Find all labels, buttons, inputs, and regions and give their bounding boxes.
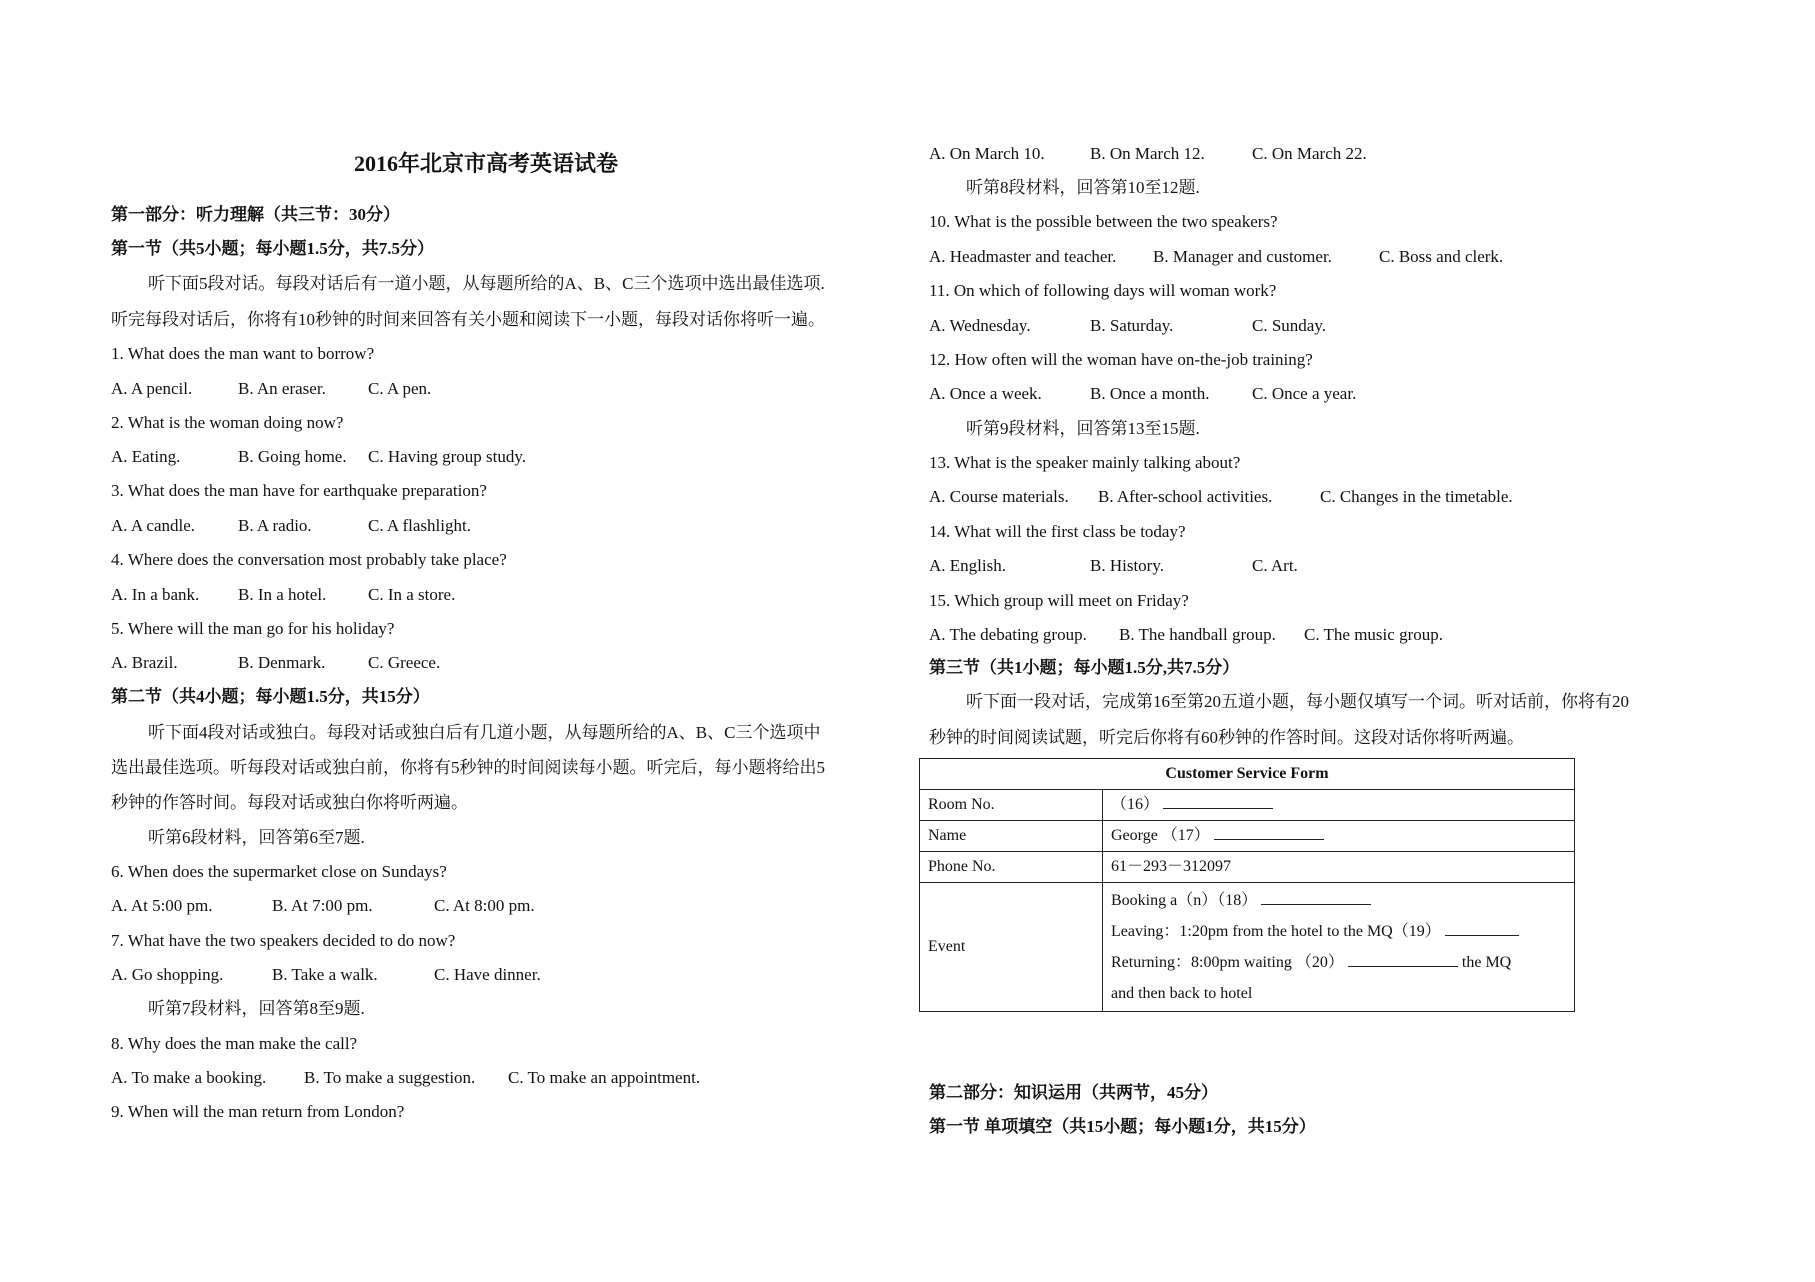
- q10-option-a: A. Headmaster and teacher.: [929, 247, 1117, 266]
- question-2: 2. What is the woman doing now?: [111, 413, 344, 432]
- q8-option-b: B. To make a suggestion.: [304, 1068, 476, 1087]
- form-row-name: [920, 821, 1575, 852]
- phone-value: 61－293－312097: [1103, 852, 1575, 883]
- name-label: Name: [920, 821, 1103, 852]
- question-5: 5. Where will the man go for his holiday?: [111, 619, 395, 638]
- answer-blank-20[interactable]: [1348, 952, 1458, 967]
- form-row-event: [920, 883, 1575, 1012]
- event-label: Event: [920, 883, 1103, 1012]
- q3-option-b: B. A radio.: [238, 516, 312, 535]
- form-title: Customer Service Form: [920, 759, 1575, 790]
- q8-option-a: A. To make a booking.: [111, 1068, 267, 1087]
- q15-option-a: A. The debating group.: [929, 625, 1087, 644]
- q8-option-c: C. To make an appointment.: [508, 1068, 701, 1087]
- customer-service-form: [919, 758, 1575, 1012]
- sec3-heading: 第三节（共1小题；每小题1.5分,共7.5分）: [929, 658, 1240, 677]
- material-7-note: 听第7段材料，回答第8至9题.: [148, 999, 365, 1018]
- sec3-intro-line2: 秒钟的时间阅读试题，听完后你将有60秒钟的作答时间。这段对话你将听两遍。: [929, 728, 1524, 747]
- part1-heading: 第一部分：听力理解（共三节：30分）: [111, 205, 400, 224]
- q9-option-a: A. On March 10.: [929, 144, 1045, 163]
- answer-blank-16[interactable]: [1163, 794, 1273, 809]
- question-7: 7. What have the two speakers decided to do now?: [111, 931, 456, 950]
- part2-sec1-heading: 第一节 单项填空（共15小题；每小题1分，共15分）: [929, 1117, 1316, 1136]
- sec2-intro-line3: 秒钟的作答时间。每段对话或独白你将听两遍。: [111, 793, 468, 812]
- question-8: 8. Why does the man make the call?: [111, 1034, 358, 1053]
- phone-label: Phone No.: [920, 852, 1103, 883]
- event-line-2: [1111, 916, 1566, 947]
- q1-option-b: B. An eraser.: [238, 379, 326, 398]
- question-6: 6. When does the supermarket close on Sundays?: [111, 862, 447, 881]
- q5-option-b: B. Denmark.: [238, 653, 326, 672]
- answer-blank-19[interactable]: [1445, 921, 1519, 936]
- name-value-cell: [1103, 821, 1575, 852]
- q3-option-c: C. A flashlight.: [368, 516, 471, 535]
- page-title: 2016年北京市高考英语试卷: [354, 151, 619, 176]
- part2-heading: 第二部分：知识运用（共两节，45分）: [929, 1083, 1218, 1102]
- room-value-cell: [1103, 790, 1575, 821]
- answer-blank-18[interactable]: [1261, 890, 1371, 905]
- sec2-intro-line1: 听下面4段对话或独白。每段对话或独白后有几道小题，从每题所给的A、B、C三个选项中: [148, 723, 821, 742]
- question-1: 1. What does the man want to borrow?: [111, 344, 375, 363]
- q5-option-c: C. Greece.: [368, 653, 441, 672]
- event-line-3-suffix: the MQ: [1461, 954, 1512, 971]
- name-value: George （17）: [1111, 827, 1210, 844]
- q2-option-c: C. Having group study.: [368, 447, 527, 466]
- q12-option-b: B. Once a month.: [1090, 384, 1210, 403]
- event-line-1: [1111, 885, 1566, 916]
- question-11: 11. On which of following days will woman work?: [929, 281, 1277, 300]
- room-value: （16）: [1111, 796, 1160, 813]
- event-line-3: [1111, 947, 1566, 978]
- question-10: 10. What is the possible between the two speakers?: [929, 212, 1278, 231]
- sec1-heading: 第一节（共5小题；每小题1.5分，共7.5分）: [111, 239, 434, 258]
- q13-option-b: B. After-school activities.: [1098, 487, 1273, 506]
- question-4: 4. Where does the conversation most probably take place?: [111, 550, 507, 569]
- q4-option-c: C. In a store.: [368, 585, 456, 604]
- q6-option-c: C. At 8:00 pm.: [434, 896, 535, 915]
- sec3-intro-line1: 听下面一段对话，完成第16至第20五道小题，每小题仅填写一个词。听对话前，你将有20: [966, 692, 1629, 711]
- sec2-intro-line2: 选出最佳选项。听每段对话或独白前，你将有5秒钟的时间阅读每小题。听完后，每小题将给出5: [111, 758, 825, 777]
- event-line-4: and then back to hotel: [1111, 985, 1253, 1002]
- q2-option-b: B. Going home.: [238, 447, 347, 466]
- q10-option-b: B. Manager and customer.: [1153, 247, 1332, 266]
- q1-option-a: A. A pencil.: [111, 379, 193, 398]
- room-label: Room No.: [920, 790, 1103, 821]
- form-row-phone: [920, 852, 1575, 883]
- q5-option-a: A. Brazil.: [111, 653, 178, 672]
- q11-option-b: B. Saturday.: [1090, 316, 1174, 335]
- material-8-note: 听第8段材料，回答第10至12题.: [966, 178, 1200, 197]
- event-details: [1103, 883, 1575, 1012]
- material-6-note: 听第6段材料，回答第6至7题.: [148, 828, 365, 847]
- q9-option-c: C. On March 22.: [1252, 144, 1367, 163]
- q3-option-a: A. A candle.: [111, 516, 196, 535]
- q10-option-c: C. Boss and clerk.: [1379, 247, 1504, 266]
- q4-option-a: A. In a bank.: [111, 585, 200, 604]
- question-9: 9. When will the man return from London?: [111, 1102, 405, 1121]
- question-3: 3. What does the man have for earthquake preparation?: [111, 481, 487, 500]
- q13-option-a: A. Course materials.: [929, 487, 1069, 506]
- q13-option-c: C. Changes in the timetable.: [1320, 487, 1513, 506]
- q7-option-c: C. Have dinner.: [434, 965, 541, 984]
- form-row-room: [920, 790, 1575, 821]
- material-9-note: 听第9段材料，回答第13至15题.: [966, 419, 1200, 438]
- q1-option-c: C. A pen.: [368, 379, 432, 398]
- q6-option-b: B. At 7:00 pm.: [272, 896, 373, 915]
- q2-option-a: A. Eating.: [111, 447, 181, 466]
- q9-option-b: B. On March 12.: [1090, 144, 1205, 163]
- event-line-1-text: Booking a（n）（18）: [1111, 892, 1258, 909]
- sec1-intro-line1: 听下面5段对话。每段对话后有一道小题，从每题所给的A、B、C三个选项中选出最佳选项.: [148, 274, 825, 293]
- q11-option-c: C. Sunday.: [1252, 316, 1326, 335]
- q6-option-a: A. At 5:00 pm.: [111, 896, 213, 915]
- question-13: 13. What is the speaker mainly talking about?: [929, 453, 1241, 472]
- question-15: 15. Which group will meet on Friday?: [929, 591, 1189, 610]
- q7-option-a: A. Go shopping.: [111, 965, 224, 984]
- sec1-intro-line2: 听完每段对话后，你将有10秒钟的时间来回答有关小题和阅读下一小题，每段对话你将听一遍。: [111, 310, 825, 329]
- q12-option-a: A. Once a week.: [929, 384, 1042, 403]
- question-14: 14. What will the first class be today?: [929, 522, 1186, 541]
- q4-option-b: B. In a hotel.: [238, 585, 327, 604]
- q14-option-b: B. History.: [1090, 556, 1164, 575]
- q12-option-c: C. Once a year.: [1252, 384, 1357, 403]
- q14-option-c: C. Art.: [1252, 556, 1298, 575]
- event-line-3-text: Returning：8:00pm waiting （20）: [1111, 954, 1344, 971]
- sec2-heading: 第二节（共4小题；每小题1.5分，共15分）: [111, 687, 430, 706]
- q7-option-b: B. Take a walk.: [272, 965, 378, 984]
- question-12: 12. How often will the woman have on-the-job training?: [929, 350, 1313, 369]
- answer-blank-17[interactable]: [1214, 825, 1324, 840]
- q11-option-a: A. Wednesday.: [929, 316, 1031, 335]
- event-line-2-text: Leaving：1:20pm from the hotel to the MQ（19）: [1111, 923, 1441, 940]
- q14-option-a: A. English.: [929, 556, 1006, 575]
- q15-option-c: C. The music group.: [1304, 625, 1443, 644]
- q15-option-b: B. The handball group.: [1119, 625, 1276, 644]
